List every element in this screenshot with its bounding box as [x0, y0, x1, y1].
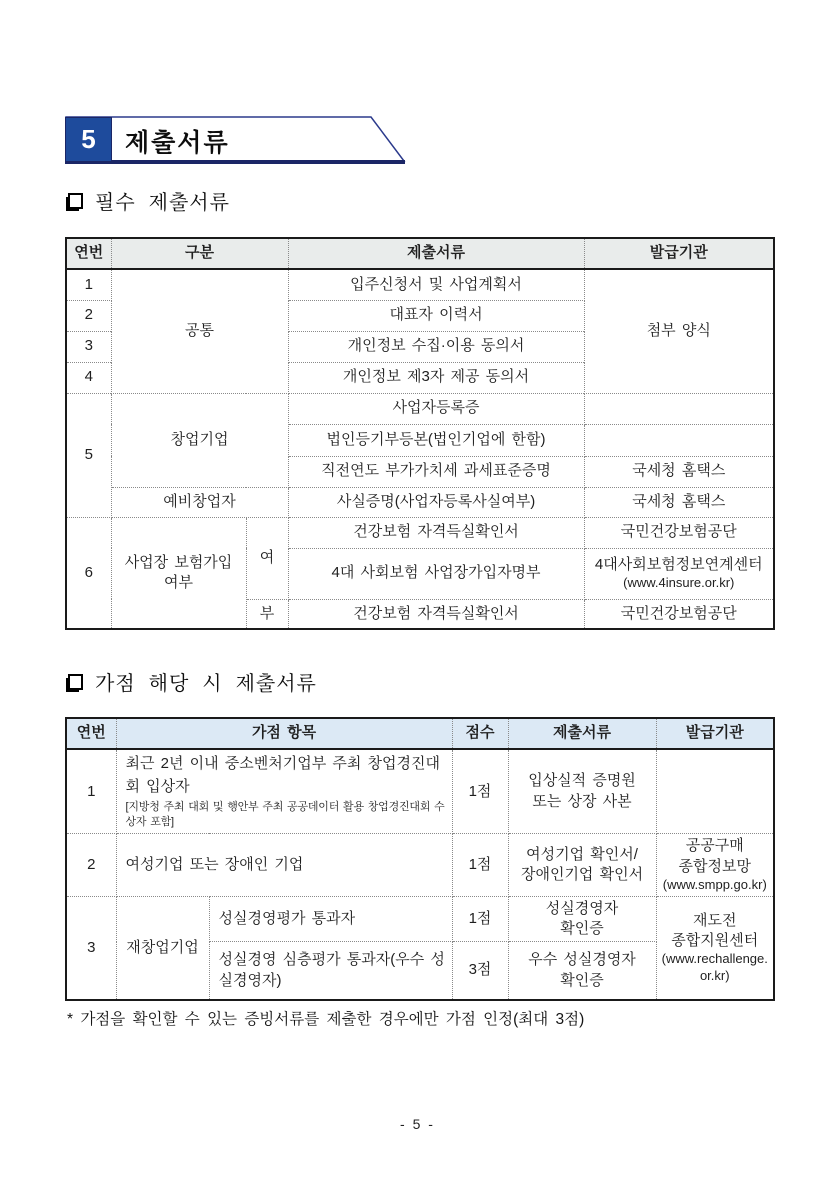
cell-category: 예비창업자 — [111, 487, 288, 517]
cell-category: 공통 — [111, 269, 288, 393]
cell-issuer: 첨부 양식 — [584, 269, 774, 393]
banner-flag-shape — [65, 116, 407, 164]
cell-item: 성실경영평가 통과자 — [209, 896, 452, 942]
doc-line: 확인증 — [560, 920, 604, 938]
square-bullet-icon — [68, 674, 83, 690]
bonus-docs-heading — [66, 667, 317, 696]
col-header-issuer: 발급기관 — [584, 238, 774, 269]
cell-no: 2 — [66, 834, 116, 896]
table-row — [66, 269, 774, 300]
table-row — [66, 749, 774, 834]
doc-line: 성실경영자 — [545, 899, 619, 917]
cell-yes-flag: 여 — [246, 517, 288, 599]
issuer-line: 4대사회보험정보연계센터 — [594, 555, 763, 573]
section-banner — [65, 116, 407, 164]
issuer-line: 종합정보망 — [678, 857, 751, 875]
cell-no: 2 — [66, 300, 111, 331]
doc-line: 입상실적 증명원 — [528, 772, 636, 790]
item-note: [지방청 주최 대회 및 행안부 주최 공공데이터 활용 창업경진대회 수상자 포함] — [125, 800, 445, 829]
cell-issuer: 국민건강보험공단 — [584, 517, 774, 548]
square-bullet-icon — [68, 193, 83, 209]
col-header-doc: 제출서류 — [508, 718, 656, 749]
doc-line: 장애인기업 확인서 — [520, 866, 644, 884]
cell-item: 성실경영 심층평가 통과자(우수 성실경영자) — [209, 942, 452, 1000]
table-row — [66, 517, 774, 548]
cell-doc: 건강보험 자격득실확인서 — [288, 599, 584, 629]
issuer-line: 공공구매 — [685, 837, 744, 855]
cell-category — [111, 517, 246, 629]
cell-no: 1 — [66, 269, 111, 300]
cell-doc: 사업자등록증 — [288, 393, 584, 424]
cell-issuer — [584, 424, 774, 456]
section-number: 5 — [81, 124, 96, 154]
cell-doc: 사실증명(사업자등록사실여부) — [288, 487, 584, 517]
cell-issuer — [584, 393, 774, 424]
bonus-docs-table — [65, 717, 775, 1001]
cell-issuer: 국민건강보험공단 — [584, 599, 774, 629]
cell-no: 3 — [66, 331, 111, 362]
required-docs-heading-label: 필수 제출서류 — [95, 192, 230, 214]
cell-score: 1점 — [452, 834, 508, 896]
doc-line: 여성기업 확인서/ — [526, 845, 638, 863]
col-header-category: 구분 — [111, 238, 288, 269]
cell-doc: 대표자 이력서 — [288, 300, 584, 331]
cell-category: 창업기업 — [111, 393, 288, 487]
col-header-score: 점수 — [452, 718, 508, 749]
cell-no: 6 — [66, 517, 111, 629]
cell-score: 1점 — [452, 896, 508, 942]
table-row — [66, 487, 774, 517]
issuer-url: (www.4insure.or.kr) — [623, 575, 735, 591]
col-header-doc: 제출서류 — [288, 238, 584, 269]
col-header-no: 연번 — [66, 718, 116, 749]
cell-issuer — [656, 896, 774, 1000]
section-title: 제출서류 — [125, 129, 230, 157]
cell-doc: 개인정보 수집·이용 동의서 — [288, 331, 584, 362]
doc-line: 확인증 — [560, 971, 604, 989]
table-header-row — [66, 718, 774, 749]
cell-score: 1점 — [452, 749, 508, 834]
cell-no: 3 — [66, 896, 116, 1000]
cell-doc: 건강보험 자격득실확인서 — [288, 517, 584, 548]
cell-no: 5 — [66, 393, 111, 517]
cell-doc — [508, 896, 656, 942]
issuer-url: (www.smpp.go.kr) — [662, 876, 767, 892]
cell-doc: 개인정보 제3자 제공 동의서 — [288, 362, 584, 393]
col-header-no: 연번 — [66, 238, 111, 269]
col-header-item: 가점 항목 — [116, 718, 452, 749]
cell-issuer — [656, 834, 774, 896]
cell-score: 3점 — [452, 942, 508, 1000]
cell-no: 1 — [66, 749, 116, 834]
category-line: 사업장 보험가입 — [124, 553, 233, 571]
required-docs-table — [65, 237, 775, 630]
cell-issuer: 국세청 홈택스 — [584, 456, 774, 487]
cell-issuer — [656, 749, 774, 834]
page-number: - 5 - — [400, 1116, 435, 1132]
doc-line: 또는 상장 사본 — [532, 792, 632, 810]
bonus-docs-heading-label: 가점 해당 시 제출서류 — [95, 673, 317, 695]
table-row — [66, 896, 774, 942]
cell-item: 여성기업 또는 장애인 기업 — [116, 834, 452, 896]
doc-line: 우수 성실경영자 — [528, 951, 636, 969]
cell-doc: 법인등기부등본(법인기업에 한함) — [288, 424, 584, 456]
cell-doc: 입주신청서 및 사업계획서 — [288, 269, 584, 300]
table-row — [66, 834, 774, 896]
cell-doc — [508, 834, 656, 896]
issuer-line: 종합지원센터 — [671, 931, 759, 949]
table-row — [66, 393, 774, 424]
table-header-row — [66, 238, 774, 269]
cell-item — [116, 749, 452, 834]
item-text: 최근 2년 이내 중소벤처기업부 주최 창업경진대회 입상자 — [125, 755, 440, 796]
issuer-line: 재도전 — [693, 911, 737, 929]
cell-issuer — [584, 548, 774, 599]
col-header-issuer: 발급기관 — [656, 718, 774, 749]
category-line: 여부 — [164, 573, 193, 591]
required-docs-heading — [66, 186, 230, 215]
issuer-url: (www.rechallenge.or.kr) — [661, 951, 768, 984]
section-number-box — [65, 117, 112, 162]
cell-no-flag: 부 — [246, 599, 288, 629]
cell-issuer: 국세청 홈택스 — [584, 487, 774, 517]
cell-doc — [508, 942, 656, 1000]
cell-category: 재창업기업 — [116, 896, 209, 1000]
cell-no: 4 — [66, 362, 111, 393]
cell-doc: 4대 사회보험 사업장가입자명부 — [288, 548, 584, 599]
footnote: * 가점을 확인할 수 있는 증빙서류를 제출한 경우에만 가점 인정(최대 3점) — [67, 1011, 585, 1028]
cell-doc: 직전연도 부가가치세 과세표준증명 — [288, 456, 584, 487]
cell-doc — [508, 749, 656, 834]
